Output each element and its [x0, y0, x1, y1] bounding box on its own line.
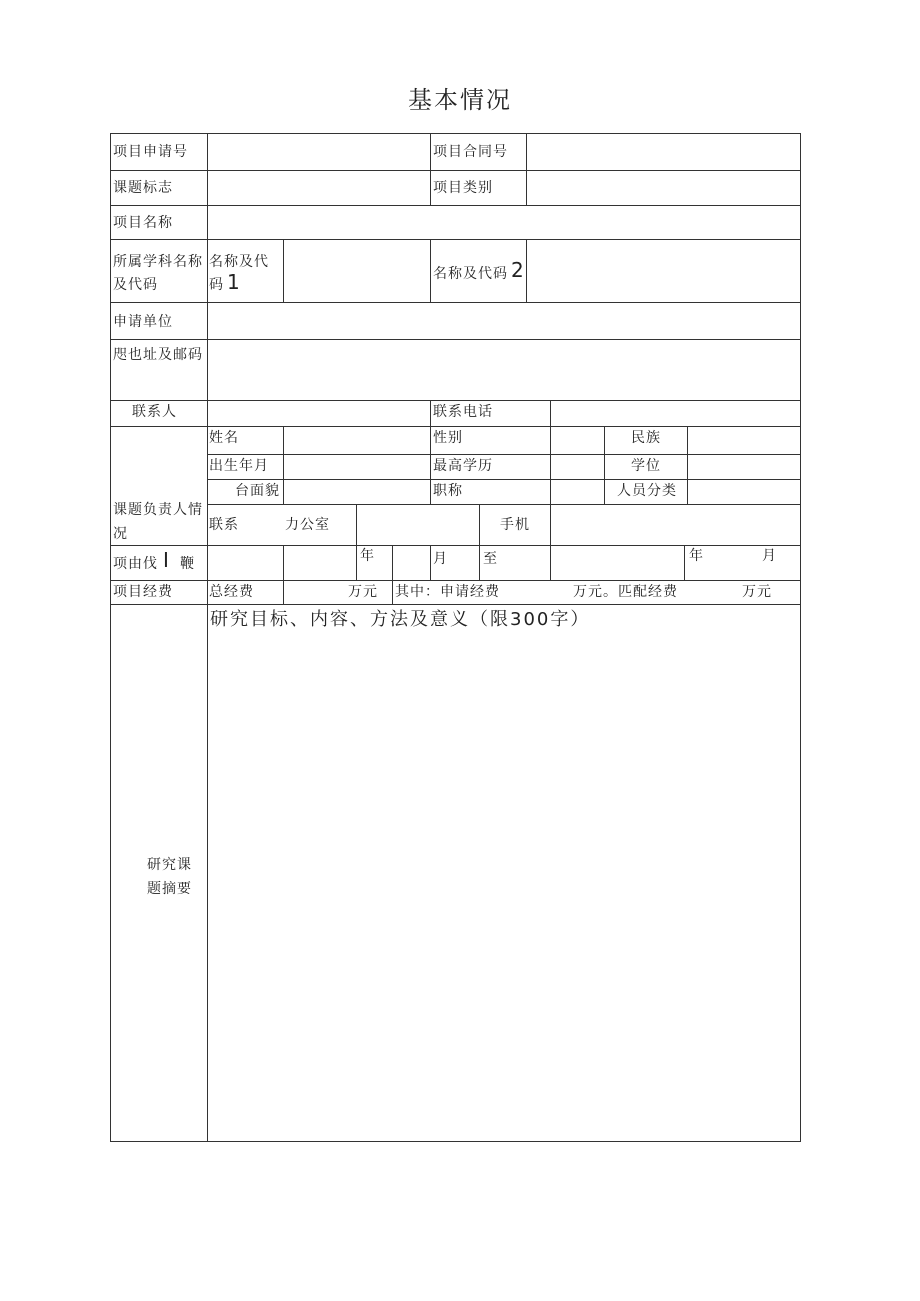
- row-line: [207, 479, 801, 480]
- row-line: [110, 426, 801, 427]
- table-border-right: [800, 133, 801, 1142]
- name-code-1-label: 名称及代: [209, 254, 269, 270]
- wan-3-label: 万元: [742, 584, 772, 600]
- abstract-label: 研究课: [147, 857, 192, 873]
- page-title: 基本情况: [408, 86, 512, 114]
- col-line: [283, 426, 284, 504]
- period-label: 项由伐: [113, 556, 158, 572]
- name-label: 姓名: [209, 430, 239, 446]
- col-line: [392, 580, 393, 604]
- col-line: [207, 133, 208, 1142]
- ethnicity-label: 民族: [631, 430, 661, 446]
- title-rank-label: 职称: [433, 483, 463, 499]
- month-2-label: 月: [762, 548, 777, 564]
- col-line: [430, 239, 431, 302]
- row-line: [207, 454, 801, 455]
- topic-mark-label: 课题标志: [113, 180, 173, 196]
- col-line: [550, 400, 551, 426]
- row-line: [110, 400, 801, 401]
- col-line: [550, 545, 551, 580]
- period-label-b: 鞭: [180, 556, 195, 572]
- row-line: [110, 302, 801, 303]
- to-label: 至: [483, 551, 498, 567]
- row-line: [110, 339, 801, 340]
- discipline-label-2: 及代码: [113, 277, 158, 293]
- col-line: [550, 426, 551, 504]
- education-label: 最高学历: [433, 458, 493, 474]
- col-line: [283, 545, 284, 580]
- col-line: [430, 133, 431, 205]
- col-line: [283, 239, 284, 302]
- row-line: [110, 239, 801, 240]
- col-line: [479, 504, 480, 545]
- leader-contact-label: 联系: [209, 517, 239, 533]
- name-code-1-number: 1: [227, 270, 241, 294]
- col-line: [283, 580, 284, 604]
- name-code-2-number: 2: [511, 258, 525, 282]
- contract-no-label: 项目合同号: [433, 144, 508, 160]
- row-line: [110, 580, 801, 581]
- table-border-left: [110, 133, 111, 1142]
- wan-2-label: 万元。匹配经费: [573, 584, 678, 600]
- col-line: [687, 426, 688, 504]
- contact-label: 联系人: [132, 404, 177, 420]
- col-line: [526, 239, 527, 302]
- abstract-title: 研究目标、内容、方法及意义（限300字）: [210, 609, 591, 630]
- personnel-label: 人员分类: [617, 483, 677, 499]
- row-line: [207, 504, 801, 505]
- col-line: [356, 545, 357, 580]
- project-name-label: 项目名称: [113, 215, 173, 231]
- col-line: [430, 400, 431, 426]
- political-label: 台面貌: [235, 483, 280, 499]
- col-line: [550, 504, 551, 545]
- col-line: [430, 426, 431, 504]
- category-label: 项目类别: [433, 180, 493, 196]
- degree-label: 学位: [631, 458, 661, 474]
- month-1-label: 月: [433, 551, 448, 567]
- birth-label: 出生年月: [209, 458, 269, 474]
- year-1-label: 年: [360, 548, 375, 564]
- leader-label-2: 况: [113, 526, 128, 542]
- unit-label: 申请单位: [113, 314, 173, 330]
- name-code-1-label-b: 码: [209, 277, 224, 293]
- col-line: [684, 545, 685, 580]
- office-label: 力公室: [285, 517, 330, 533]
- contact-phone-label: 联系电话: [433, 404, 493, 420]
- row-line: [110, 170, 801, 171]
- col-line: [604, 426, 605, 504]
- row-line: [110, 205, 801, 206]
- period-label-i: I: [163, 548, 170, 572]
- col-line: [430, 545, 431, 580]
- app-no-label: 项目申请号: [113, 144, 188, 160]
- table-border-top: [110, 133, 801, 134]
- discipline-label: 所属学科名称: [113, 254, 203, 270]
- table-border-bottom: [110, 1141, 801, 1142]
- wan-1-label: 万元: [348, 584, 378, 600]
- col-line: [479, 545, 480, 580]
- among-label: 其中：申请经费: [395, 584, 500, 600]
- leader-label: 课题负责人情: [113, 502, 203, 518]
- mobile-label: 手机: [500, 517, 530, 533]
- col-line: [392, 545, 393, 580]
- row-line: [110, 604, 801, 605]
- address-label: 咫也址及邮码: [113, 347, 203, 363]
- name-code-2-label: 名称及代码: [433, 266, 508, 282]
- abstract-label-2: 题摘要: [147, 881, 192, 897]
- col-line: [356, 504, 357, 545]
- funding-label: 项目经费: [113, 584, 173, 600]
- col-line: [526, 133, 527, 205]
- gender-label: 性别: [433, 430, 463, 446]
- year-2-label: 年: [689, 548, 704, 564]
- total-label: 总经费: [209, 584, 254, 600]
